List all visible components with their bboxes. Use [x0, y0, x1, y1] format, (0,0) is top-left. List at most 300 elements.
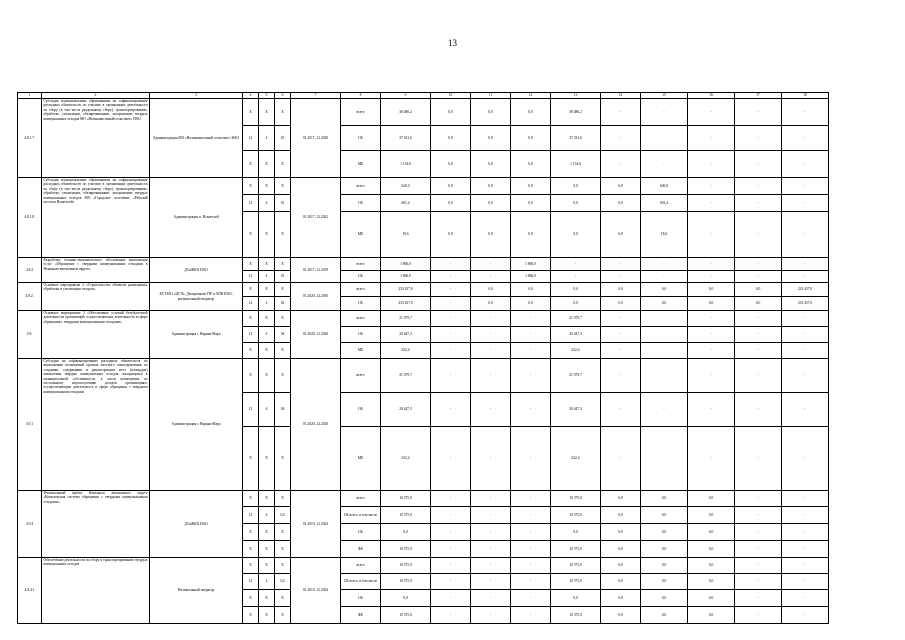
code-cell-4: 12: [243, 393, 259, 427]
value-cell: 0,0: [601, 607, 641, 624]
value-cell: 10 375,0: [381, 574, 431, 590]
value-cell: -: [641, 359, 688, 393]
code-cell-4: Х: [243, 283, 259, 297]
code-cell-4: Х: [243, 491, 259, 507]
value-cell: -: [641, 126, 688, 151]
section-period: 01.2019–12.2024: [291, 491, 341, 558]
code-cell-5: Х: [259, 343, 275, 359]
funding-source: всего: [341, 99, 381, 126]
value-cell: -: [471, 343, 511, 359]
code-cell-6: Х: [275, 558, 291, 574]
value-cell: 0,0: [688, 283, 735, 297]
value-cell: -: [471, 427, 511, 491]
code-cell-4: 12: [243, 327, 259, 343]
section-period: 01.2017–12.2020: [291, 99, 341, 178]
code-cell-6: Х: [275, 99, 291, 126]
code-cell-4: 12: [243, 271, 259, 283]
value-cell: -: [782, 507, 829, 524]
value-cell: -: [431, 558, 471, 574]
value-cell: -: [688, 126, 735, 151]
value-cell: -: [431, 297, 471, 311]
value-cell: 20 447,3: [551, 393, 601, 427]
code-cell-5: 4: [259, 297, 275, 311]
value-cell: 10 375,0: [551, 491, 601, 507]
value-cell: 632,4: [551, 427, 601, 491]
table-body: [18, 93, 829, 624]
value-cell: -: [511, 541, 551, 558]
value-cell: 0,0: [431, 212, 471, 258]
column-number: 13: [551, 93, 601, 99]
value-cell: -: [735, 574, 782, 590]
value-cell: -: [471, 311, 511, 327]
value-cell: -: [735, 258, 782, 271]
value-cell: -: [735, 507, 782, 524]
value-cell: 21 079,7: [381, 311, 431, 327]
value-cell: -: [431, 311, 471, 327]
value-cell: -: [511, 327, 551, 343]
value-cell: 0,0: [551, 524, 601, 541]
section-executor: Администрация МО «Великовисочный сельсовет» НАО: [150, 99, 243, 178]
value-cell: -: [688, 327, 735, 343]
section-executor: Администрация п. Искателей: [150, 178, 243, 258]
value-cell: 1 154,6: [381, 151, 431, 178]
section-executor: КУ НАО «ЦСЧ», Департамент ПР и АПК НАО, региональный оператор: [150, 283, 243, 311]
column-number: 5: [259, 93, 275, 99]
value-cell: 10 375,0: [551, 541, 601, 558]
section-id: 4.9.1: [18, 359, 42, 491]
value-cell: 0,0: [688, 590, 735, 607]
value-cell: -: [431, 590, 471, 607]
value-cell: -: [688, 393, 735, 427]
value-cell: -: [551, 258, 601, 271]
value-cell: 10 375,0: [551, 607, 601, 624]
funding-source: ОБ всего, в том числе: [341, 574, 381, 590]
value-cell: -: [511, 393, 551, 427]
value-cell: 0,0: [601, 491, 641, 507]
value-cell: -: [431, 359, 471, 393]
value-cell: 0,0: [381, 590, 431, 607]
value-cell: -: [641, 327, 688, 343]
code-cell-4: Х: [243, 590, 259, 607]
value-cell: -: [782, 558, 829, 574]
value-cell: 0,0: [551, 212, 601, 258]
column-number: 11: [471, 93, 511, 99]
value-cell: 0,0: [431, 151, 471, 178]
value-cell: 0,0: [551, 590, 601, 607]
value-cell: -: [601, 393, 641, 427]
value-cell: -: [782, 491, 829, 507]
code-cell-6: 04: [275, 393, 291, 427]
value-cell: -: [641, 271, 688, 283]
value-cell: -: [641, 393, 688, 427]
value-cell: 0,0: [511, 151, 551, 178]
value-cell: 1 860,0: [381, 271, 431, 283]
value-cell: 0,0: [688, 524, 735, 541]
section-description: Субсидии муниципальным образованиям на софинансирование расходных обязательств по участию в организации деятельности по сбору (в том числе раздельному сбору), транспортированию, обработке, утилизации, обезвреживанию, захоронению твердых коммунальных отходов МО «Великовисочный сельсовет» НАО: [42, 99, 150, 178]
value-cell: 0,0: [641, 507, 688, 524]
value-cell: -: [735, 427, 782, 491]
value-cell: -: [601, 258, 641, 271]
value-cell: 21 079,7: [551, 311, 601, 327]
section-period: 01.2020–12.2030: [291, 283, 341, 311]
value-cell: -: [735, 343, 782, 359]
column-number: 7: [291, 93, 341, 99]
value-cell: -: [601, 99, 641, 126]
funding-source: всего: [341, 491, 381, 507]
table-row: [18, 311, 829, 327]
value-cell: -: [551, 271, 601, 283]
value-cell: 0,0: [601, 524, 641, 541]
budget-allocation-table: [17, 92, 829, 624]
value-cell: 0,0: [641, 524, 688, 541]
value-cell: -: [641, 151, 688, 178]
value-cell: 0,0: [688, 574, 735, 590]
section-executor: Администрация г. Нарьян-Мара: [150, 311, 243, 359]
value-cell: 20 447,3: [381, 393, 431, 427]
value-cell: 0,0: [381, 524, 431, 541]
value-cell: -: [688, 212, 735, 258]
value-cell: -: [431, 271, 471, 283]
value-cell: -: [782, 258, 829, 271]
value-cell: -: [735, 359, 782, 393]
column-number: 4: [243, 93, 259, 99]
code-cell-5: Х: [259, 283, 275, 297]
value-cell: 1 860,0: [381, 258, 431, 271]
value-cell: -: [471, 590, 511, 607]
value-cell: 0,0: [641, 558, 688, 574]
code-cell-6: Х: [275, 607, 291, 624]
funding-source: ОБ: [341, 271, 381, 283]
code-cell-6: Х: [275, 151, 291, 178]
column-number: 2: [42, 93, 150, 99]
value-cell: 620,0: [641, 178, 688, 195]
value-cell: 38 486,2: [551, 99, 601, 126]
section-executor: ДСиЖКХ НАО: [150, 491, 243, 558]
column-number: 10: [431, 93, 471, 99]
funding-source: ОБ: [341, 590, 381, 607]
value-cell: -: [601, 126, 641, 151]
code-cell-6: Х: [275, 524, 291, 541]
value-cell: 10 375,0: [381, 558, 431, 574]
table-row: [18, 99, 829, 126]
value-cell: 632,4: [381, 343, 431, 359]
code-cell-5: Х: [259, 541, 275, 558]
value-cell: 0,0: [688, 541, 735, 558]
value-cell: -: [782, 590, 829, 607]
value-cell: -: [431, 393, 471, 427]
value-cell: 0,0: [735, 297, 782, 311]
value-cell: -: [782, 427, 829, 491]
value-cell: -: [782, 393, 829, 427]
value-cell: -: [688, 427, 735, 491]
code-cell-6: Х: [275, 590, 291, 607]
code-cell-6: 01: [275, 271, 291, 283]
code-cell-4: Х: [243, 427, 259, 491]
funding-source: ОБ: [341, 327, 381, 343]
value-cell: 10 375,0: [551, 558, 601, 574]
value-cell: -: [782, 343, 829, 359]
value-cell: 0,0: [601, 558, 641, 574]
value-cell: -: [601, 271, 641, 283]
value-cell: -: [511, 343, 551, 359]
funding-source: ОБ всего, в том числе: [341, 507, 381, 524]
value-cell: 0,0: [688, 491, 735, 507]
value-cell: -: [511, 427, 551, 491]
section-executor: Администрация г. Нарьян-Мара: [150, 359, 243, 491]
value-cell: -: [431, 491, 471, 507]
value-cell: 0,0: [511, 212, 551, 258]
value-cell: 0,0: [431, 126, 471, 151]
value-cell: 0,0: [471, 283, 511, 297]
value-cell: -: [431, 541, 471, 558]
value-cell: -: [641, 427, 688, 491]
code-cell-6: Х: [275, 359, 291, 393]
code-cell-6: G2: [275, 507, 291, 524]
value-cell: 0,0: [601, 297, 641, 311]
value-cell: -: [735, 311, 782, 327]
code-cell-5: 4: [259, 393, 275, 427]
value-cell: -: [471, 271, 511, 283]
value-cell: 10 375,0: [381, 607, 431, 624]
value-cell: 0,0: [688, 507, 735, 524]
funding-source: МБ: [341, 212, 381, 258]
code-cell-5: Х: [259, 607, 275, 624]
value-cell: -: [735, 195, 782, 212]
value-cell: -: [688, 359, 735, 393]
code-cell-4: Х: [243, 258, 259, 271]
value-cell: 0,0: [601, 590, 641, 607]
value-cell: -: [511, 491, 551, 507]
funding-source: ОБ: [341, 195, 381, 212]
funding-source: МБ: [341, 427, 381, 491]
page-number: 13: [448, 38, 457, 48]
value-cell: 0,0: [601, 507, 641, 524]
value-cell: -: [471, 524, 511, 541]
value-cell: 0,0: [471, 195, 511, 212]
funding-source: всего: [341, 178, 381, 195]
value-cell: -: [431, 524, 471, 541]
value-cell: 20 447,3: [551, 327, 601, 343]
table-row: [18, 258, 829, 271]
code-cell-5: Х: [259, 212, 275, 258]
value-cell: -: [471, 327, 511, 343]
code-cell-4: Х: [243, 99, 259, 126]
value-cell: -: [782, 327, 829, 343]
value-cell: 0,0: [431, 99, 471, 126]
value-cell: -: [735, 558, 782, 574]
code-cell-4: Х: [243, 541, 259, 558]
budget-table-container: [17, 92, 829, 624]
code-cell-6: Х: [275, 283, 291, 297]
value-cell: 0,0: [551, 178, 601, 195]
value-cell: 0,0: [601, 212, 641, 258]
value-cell: -: [735, 541, 782, 558]
value-cell: 0,0: [601, 195, 641, 212]
value-cell: 0,0: [471, 178, 511, 195]
code-cell-4: 12: [243, 297, 259, 311]
value-cell: 10 375,0: [551, 574, 601, 590]
value-cell: 0,0: [551, 195, 601, 212]
value-cell: 0,0: [641, 541, 688, 558]
value-cell: 0,0: [511, 126, 551, 151]
value-cell: 21 079,7: [551, 359, 601, 393]
value-cell: -: [471, 507, 511, 524]
table-row: [18, 359, 829, 393]
value-cell: -: [735, 178, 782, 195]
code-cell-4: 12: [243, 126, 259, 151]
value-cell: -: [511, 607, 551, 624]
section-description: Обеспечение деятельности по сбору и транспортированию твердых коммунальных отходов: [42, 558, 150, 624]
value-cell: -: [471, 393, 511, 427]
funding-source: всего: [341, 283, 381, 297]
code-cell-5: 4: [259, 271, 275, 283]
section-id: 4.9.: [18, 311, 42, 359]
column-number: 3: [150, 93, 243, 99]
value-cell: -: [641, 343, 688, 359]
value-cell: -: [431, 343, 471, 359]
funding-source: всего: [341, 311, 381, 327]
column-number: 18: [782, 93, 829, 99]
column-number: 9: [381, 93, 431, 99]
code-cell-6: Х: [275, 311, 291, 327]
value-cell: 632,4: [551, 343, 601, 359]
funding-source: МБ: [341, 343, 381, 359]
code-cell-5: 4: [259, 195, 275, 212]
value-cell: -: [782, 126, 829, 151]
code-cell-4: Х: [243, 311, 259, 327]
value-cell: -: [688, 271, 735, 283]
value-cell: -: [688, 178, 735, 195]
value-cell: -: [431, 427, 471, 491]
value-cell: -: [601, 327, 641, 343]
value-cell: 0,0: [688, 607, 735, 624]
code-cell-5: Х: [259, 491, 275, 507]
value-cell: 0,0: [431, 178, 471, 195]
value-cell: 0,0: [641, 297, 688, 311]
code-cell-6: 01: [275, 195, 291, 212]
value-cell: -: [511, 558, 551, 574]
value-cell: 10 375,0: [381, 507, 431, 524]
value-cell: -: [782, 99, 829, 126]
section-id: 4.8.2.: [18, 283, 42, 311]
value-cell: -: [641, 258, 688, 271]
value-cell: -: [782, 311, 829, 327]
column-number: 17: [735, 93, 782, 99]
funding-source: МБ: [341, 151, 381, 178]
value-cell: -: [735, 607, 782, 624]
value-cell: -: [641, 99, 688, 126]
value-cell: -: [735, 524, 782, 541]
value-cell: -: [431, 507, 471, 524]
code-cell-6: Х: [275, 212, 291, 258]
column-number: 16: [688, 93, 735, 99]
value-cell: -: [688, 151, 735, 178]
value-cell: 0,0: [431, 195, 471, 212]
code-cell-4: Х: [243, 558, 259, 574]
value-cell: -: [735, 491, 782, 507]
section-description: Основное мероприятие 3 «Обеспечение условий безубыточной деятельности организаций, осуществляющих деятельность в сфере обращения с твердыми коммунальными отходами»: [42, 311, 150, 359]
code-cell-5: 4: [259, 574, 275, 590]
value-cell: -: [431, 607, 471, 624]
value-cell: 0,0: [551, 283, 601, 297]
value-cell: 0,0: [511, 283, 551, 297]
value-cell: 21 079,7: [381, 359, 431, 393]
value-cell: 18,6: [641, 212, 688, 258]
funding-source: ОБ: [341, 297, 381, 311]
value-cell: -: [688, 195, 735, 212]
code-cell-6: Х: [275, 491, 291, 507]
value-cell: 0,0: [511, 178, 551, 195]
value-cell: -: [511, 359, 551, 393]
value-cell: 0,0: [641, 607, 688, 624]
value-cell: -: [735, 393, 782, 427]
value-cell: 0,0: [471, 212, 511, 258]
section-description: Субсидии муниципальным образованиям на софинансирование расходных обязательств по участию в организации деятельности по сбору (в том числе раздельному сбору), транспортированию, обработке, утилизации, обезвреживанию, захоронению твердых коммунальных отходов МО «Городское поселение «Рабочий поселок Искателей»: [42, 178, 150, 258]
table-row: [18, 491, 829, 507]
value-cell: -: [601, 343, 641, 359]
code-cell-4: Х: [243, 151, 259, 178]
column-number: 1: [18, 93, 42, 99]
code-cell-4: 12: [243, 574, 259, 590]
value-cell: 233 437,0: [782, 283, 829, 297]
value-cell: 0,0: [471, 151, 511, 178]
code-cell-4: Х: [243, 178, 259, 195]
section-executor: Региональный оператор: [150, 558, 243, 624]
value-cell: 1 860,0: [511, 258, 551, 271]
value-cell: 0,0: [511, 99, 551, 126]
code-cell-6: 01: [275, 126, 291, 151]
value-cell: 0,0: [641, 283, 688, 297]
value-cell: -: [511, 311, 551, 327]
value-cell: -: [782, 271, 829, 283]
value-cell: -: [688, 258, 735, 271]
funding-source: ФБ: [341, 607, 381, 624]
value-cell: -: [601, 427, 641, 491]
value-cell: -: [688, 311, 735, 327]
value-cell: -: [471, 359, 511, 393]
value-cell: 0,0: [641, 491, 688, 507]
section-id: 4.8.1.8.: [18, 178, 42, 258]
table-row: [18, 283, 829, 297]
value-cell: -: [782, 524, 829, 541]
value-cell: -: [431, 283, 471, 297]
value-cell: 0,0: [471, 126, 511, 151]
code-cell-5: 4: [259, 126, 275, 151]
value-cell: 1 860,0: [511, 271, 551, 283]
section-period: 01.2017–12.2022: [291, 178, 341, 258]
value-cell: 20 447,3: [381, 327, 431, 343]
value-cell: -: [782, 151, 829, 178]
value-cell: 620,0: [381, 178, 431, 195]
value-cell: -: [511, 507, 551, 524]
value-cell: 10 375,0: [381, 491, 431, 507]
value-cell: -: [601, 359, 641, 393]
value-cell: -: [782, 574, 829, 590]
section-description: Основное мероприятие 2 «Строительство объектов размещения, обработки и утилизации отходов»: [42, 283, 150, 311]
code-cell-6: 04: [275, 327, 291, 343]
value-cell: -: [431, 327, 471, 343]
code-cell-6: G2: [275, 574, 291, 590]
code-cell-6: Х: [275, 343, 291, 359]
value-cell: 10 375,0: [551, 507, 601, 524]
code-cell-5: Х: [259, 590, 275, 607]
code-cell-5: Х: [259, 427, 275, 491]
value-cell: -: [688, 99, 735, 126]
value-cell: -: [735, 212, 782, 258]
value-cell: 601,4: [641, 195, 688, 212]
value-cell: -: [511, 590, 551, 607]
value-cell: -: [735, 327, 782, 343]
